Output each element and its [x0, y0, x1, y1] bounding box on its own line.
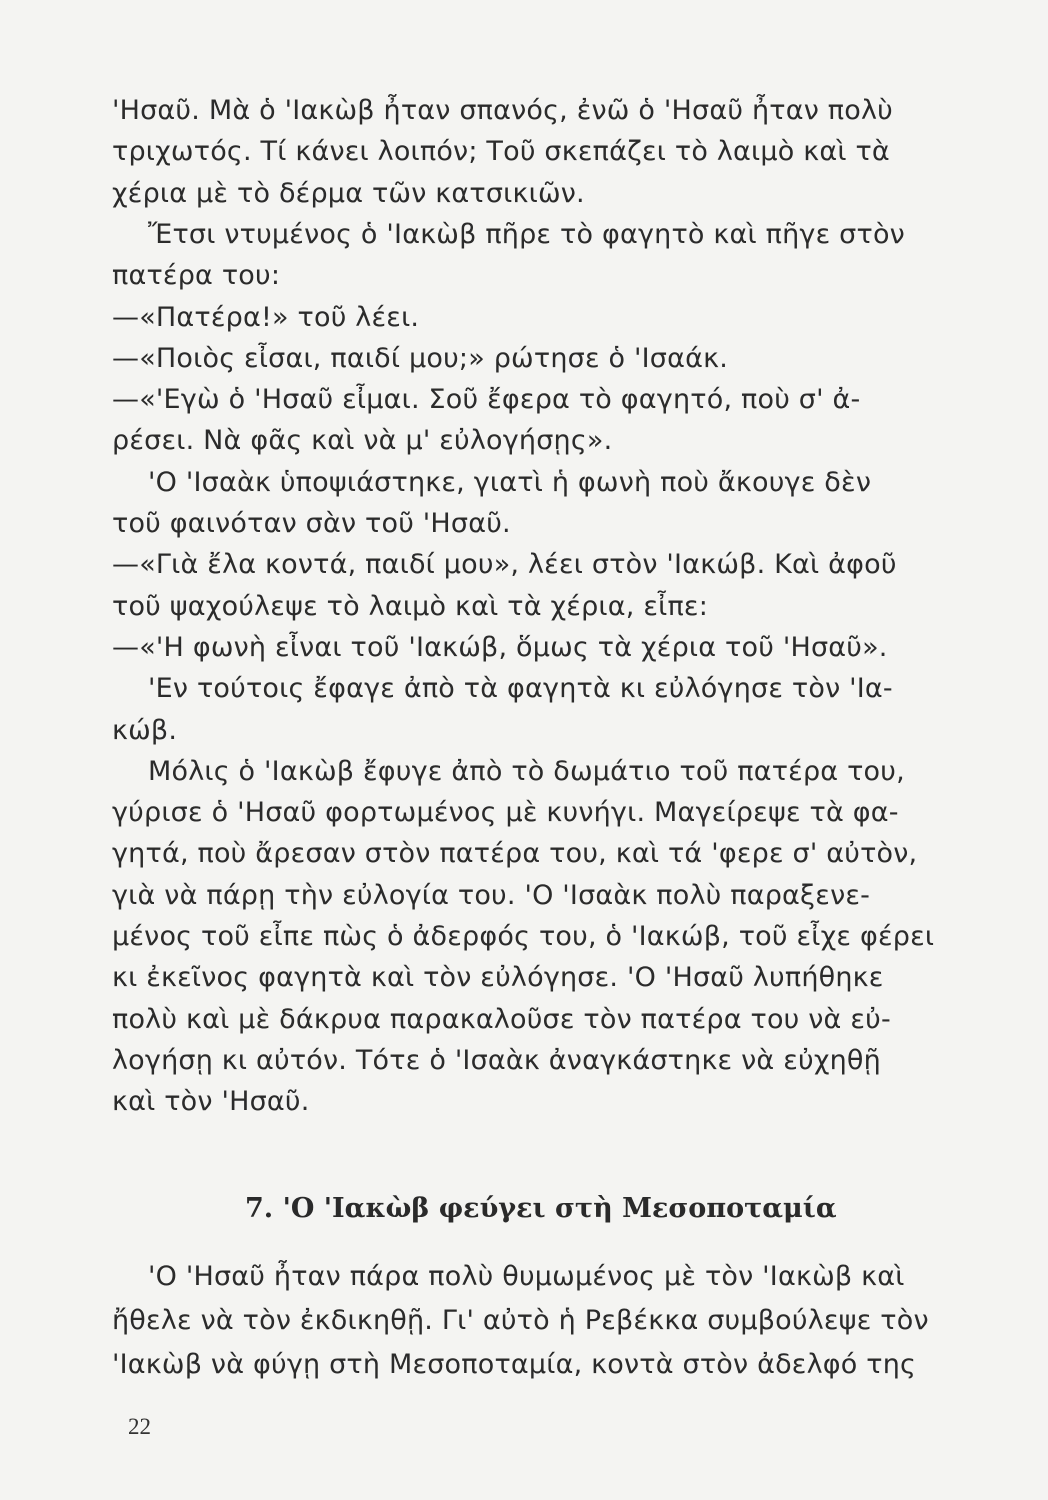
text-line: τριχωτός. Τί κάνει λοιπόν; Τοῦ σκεπάζει τὸ λαιμὸ καὶ τὰ — [112, 136, 890, 168]
text-line: 'Ο 'Ισαὰκ ὑποψιάστηκε, γιατὶ ἡ φωνὴ ποὺ ἄκουγε δὲν — [148, 466, 872, 498]
text-line: καὶ τὸν 'Ησαῦ. — [112, 1086, 310, 1118]
text-line: —«Πατέρα!» τοῦ λέει. — [112, 301, 420, 333]
text-line: κώβ. — [112, 714, 178, 746]
text-line: —«Ποιὸς εἶσαι, παιδί μου;» ρώτησε ὁ 'Ισαάκ. — [112, 342, 729, 374]
text-line: μένος τοῦ εἶπε πὼς ὁ ἀδερφός του, ὁ 'Ιακώβ, τοῦ εἶχε φέρει — [112, 921, 935, 952]
text-line: 'Εν τούτοις ἔφαγε ἀπὸ τὰ φαγητὰ κι εὐλόγησε τὸν 'Ια- — [148, 673, 893, 705]
text-line: ρέσει. Νὰ φᾶς καὶ νὰ μ' εὐλογήσῃς». — [112, 425, 613, 457]
text-line: 'Ιακὼβ νὰ φύγῃ στὴ Μεσοποταμία, κοντὰ στὸν ἀδελφό της — [112, 1349, 917, 1380]
text-line: πολὺ καὶ μὲ δάκρυα παρακαλοῦσε τὸν πατέρα του νὰ εὐ- — [112, 1003, 891, 1035]
text-line: χέρια μὲ τὸ δέρμα τῶν κατσικιῶν. — [112, 177, 585, 209]
text-line: Μόλις ὁ 'Ιακὼβ ἔφυγε ἀπὸ τὸ δωμάτιο τοῦ πατέρα του, — [148, 755, 905, 787]
text-line: —«'Εγὼ ὁ 'Ησαῦ εἶμαι. Σοῦ ἔφερα τὸ φαγητό, ποὺ σ' ἀ- — [112, 384, 861, 416]
text-line: —«'Η φωνὴ εἶναι τοῦ 'Ιακώβ, ὅμως τὰ χέρια τοῦ 'Ησαῦ». — [112, 631, 888, 663]
text-line: ἤθελε νὰ τὸν ἐκδικηθῇ. Γι' αὐτὸ ἡ Ρεβέκκα συμβούλεψε τὸν — [112, 1305, 929, 1336]
text-line: —«Γιὰ ἔλα κοντά, παιδί μου», λέει στὸν 'Ιακώβ. Καὶ ἀφοῦ — [112, 549, 897, 581]
page-number: 22 — [128, 1414, 151, 1439]
text-line: 'Ο 'Ησαῦ ἦταν πάρα πολὺ θυμωμένος μὲ τὸν 'Ιακὼβ καὶ — [148, 1261, 905, 1292]
text-line: τοῦ ψαχούλεψε τὸ λαιμὸ καὶ τὰ χέρια, εἶπε: — [112, 590, 709, 622]
text-line: κι ἐκεῖνος φαγητὰ καὶ τὸν εὐλόγησε. 'Ο 'Ησαῦ λυπήθηκε — [112, 962, 884, 994]
text-line: γιὰ νὰ πάρῃ τὴν εὐλογία του. 'Ο 'Ισαὰκ πολὺ παραξενε- — [112, 879, 871, 911]
text-line: λογήσῃ κι αὐτόν. Τότε ὁ 'Ισαὰκ ἀναγκάστηκε νὰ εὐχηθῇ — [112, 1044, 881, 1076]
text-line: πατέρα του: — [112, 260, 281, 292]
section-heading: 7. 'Ο 'Ιακὼβ φεύγει στὴ Μεσοποταμία — [245, 1193, 837, 1224]
text-line: τοῦ φαινόταν σὰν τοῦ 'Ησαῦ. — [112, 508, 511, 539]
text-line: γητά, ποὺ ἄρεσαν στὸν πατέρα του, καὶ τά 'φερε σ' αὐτὸν, — [112, 838, 918, 870]
text-line: 'Ησαῦ. Μὰ ὁ 'Ιακὼβ ἦταν σπανός, ἐνῶ ὁ 'Ησαῦ ἦταν πολὺ — [112, 95, 893, 126]
text-line: γύρισε ὁ 'Ησαῦ φορτωμένος μὲ κυνήγι. Μαγείρεψε τὰ φα- — [112, 797, 899, 829]
text-line: Ἔτσι ντυμένος ὁ 'Ιακὼβ πῆρε τὸ φαγητὸ καὶ πῆγε στὸν — [148, 218, 905, 250]
